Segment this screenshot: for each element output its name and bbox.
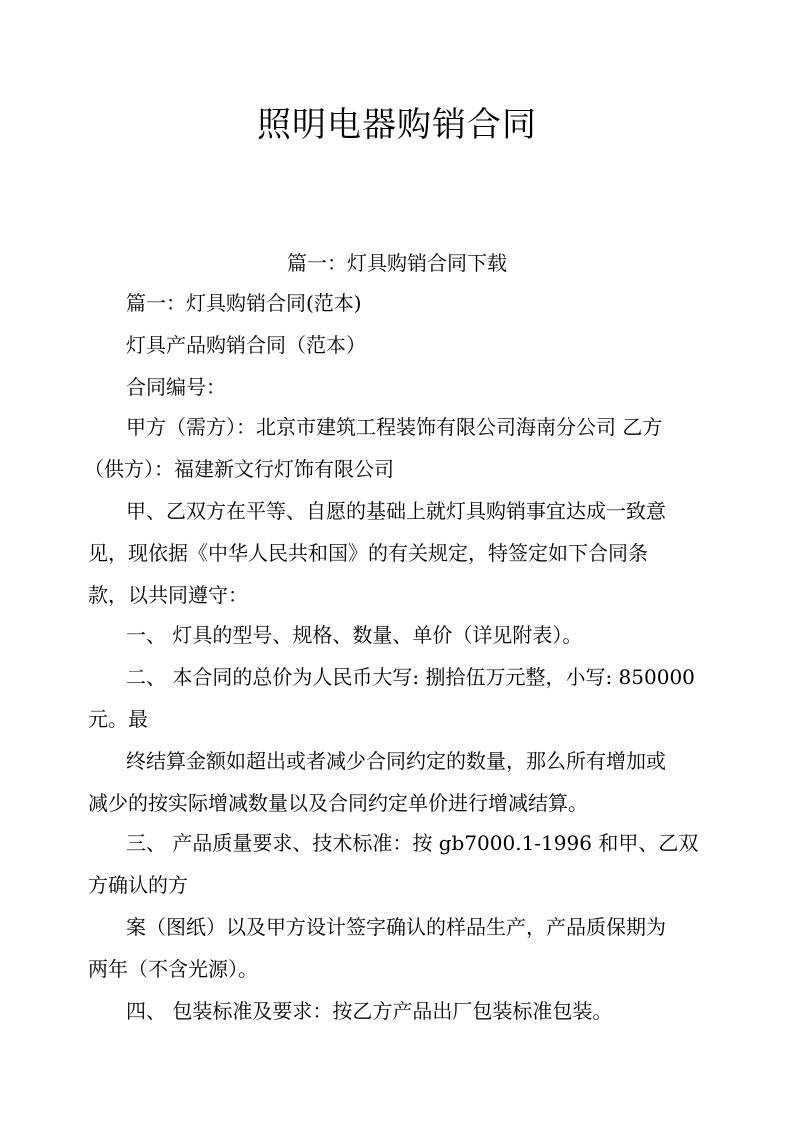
- paragraph-line: 二、 本合同的总价为人民币大写: 捌拾伍万元整，小写: 850000: [126, 665, 695, 689]
- paragraph-line: 见，现依据《中华人民共和国》的有关规定，特签定如下合同条: [88, 541, 648, 565]
- paragraph-line: 灯具产品购销合同（范本）: [126, 333, 366, 357]
- paragraph-line: 甲、乙双方在平等、自愿的基础上就灯具购销事宜达成一致意: [126, 499, 666, 523]
- document-title: 照明电器购销合同: [257, 105, 537, 145]
- paragraph-line: 三、 产品质量要求、技术标准：按 gb7000.1-1996 和甲、乙双: [126, 831, 699, 855]
- paragraph-line: 两年（不含光源）。: [88, 957, 258, 981]
- paragraph-line: 减少的按实际增减数量以及合同约定单价进行增减结算。: [88, 791, 588, 815]
- paragraph-line: 方确认的方: [88, 873, 188, 897]
- paragraph-line: 案（图纸）以及甲方设计签字确认的样品生产，产品质保期为: [126, 915, 666, 939]
- paragraph-line: （供方）：福建新文行灯饰有限公司: [84, 457, 394, 481]
- paragraph-line: 篇一：灯具购销合同(范本): [126, 291, 362, 315]
- paragraph-line: 四、 包装标准及要求：按乙方产品出厂包装标准包装。: [126, 999, 613, 1023]
- section-title: 篇一：灯具购销合同下载: [287, 251, 507, 275]
- paragraph-line: 元。最: [88, 707, 148, 731]
- paragraph-line: 款，以共同遵守：: [88, 583, 248, 607]
- paragraph-line: 终结算金额如超出或者减少合同约定的数量，那么所有增加或: [126, 749, 666, 773]
- paragraph-line: 合同编号：: [126, 375, 226, 399]
- paragraph-line: 一、 灯具的型号、规格、数量、单价（详见附表）。: [126, 623, 583, 647]
- paragraph-line: 甲方（需方）：北京市建筑工程装饰有限公司海南分公司 乙方: [126, 415, 663, 439]
